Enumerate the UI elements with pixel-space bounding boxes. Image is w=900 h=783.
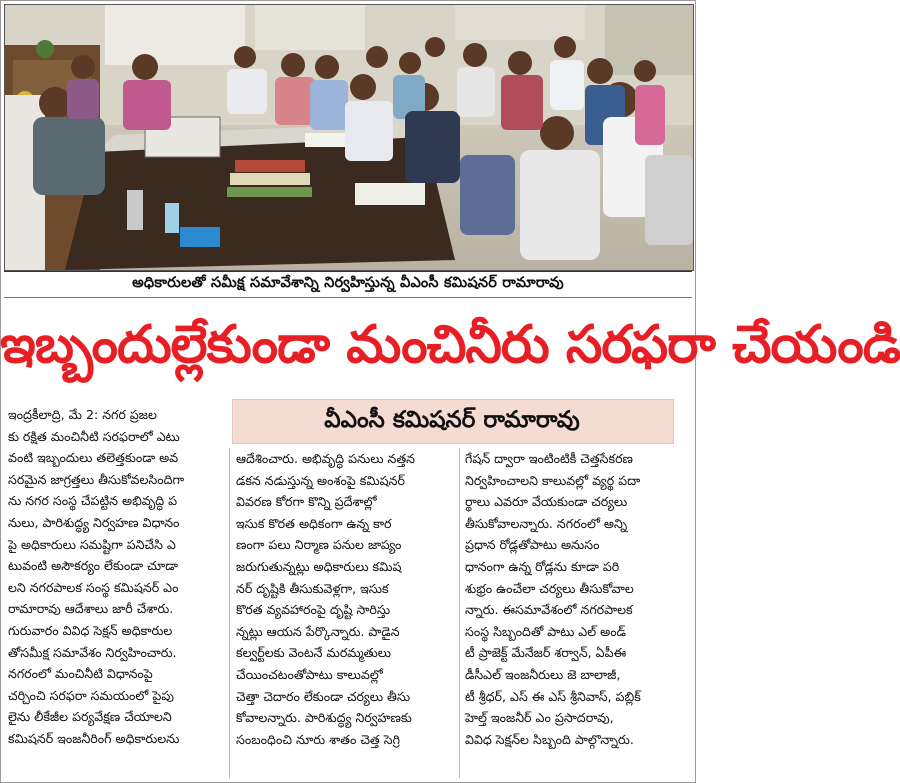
article-text-line: రామారావు ఆదేశాలు జారీ చేశారు. [8,601,174,617]
article-text-line: టీ ప్రాజెక్ట్ మేనేజర్ శర్వాన్, ఏపీఈ [465,645,627,661]
article-text-line: హెల్త్ ఇంజనీర్ ఎం ప్రసాదరావు, [465,710,614,726]
article-text-line: ధానంగా ఉన్న రోడ్లను కూడా పరి [465,558,620,574]
article-text-line: ప్రధాన రోడ్లతోపాటు అనుసం [465,537,600,553]
article-text-line: కమిషనర్ ఇంజనీరింగ్ అధికారులను [8,730,180,746]
article-text-line: ణంగా పలు నిర్మాణ పనుల జాప్యం [236,537,402,553]
article-text-line: ఇంద్రకీలాద్రి, మే 2: నగర ప్రజల [8,407,157,422]
article-text-line: లని నగరపాలక సంస్థ కమిషనర్ ఎం [8,579,179,595]
article-column-2 [236,448,454,750]
article-text-line: న్నారు. ఈసమావేశంలో నగరపాలక [465,602,633,618]
column-divider-1 [229,448,230,778]
article-text-line: ఆదేశించారు. అభివృద్ధి పనులు నత్తన [236,451,416,466]
article-text-line: చర్చించి సరఫరా సమయంలో పైపు [8,687,174,703]
article-text-line: టువంటి అసౌకర్యం లేకుండా చూడా [8,558,178,574]
photo-caption: అధికారులతో సమీక్ష సమావేశాన్ని నిర్వహిస్తున్న వీఎంసీ కమిషనర్ రామారావు [132,275,564,291]
article-text-line: శుభ్రం ఉంచేలా చర్యలు తీసుకోవాల [465,580,634,596]
article-text-line: కొరత వ్యవహారంపై దృష్టి సారిస్తు [236,602,391,618]
article-text-line: సంబంధించి నూరు శాతం చెత్త సెగ్రి [236,731,400,747]
article-text-line: ఇసుక కొరత అధికంగా ఉన్న కార [236,515,392,531]
article-headline: ఇబ్బందుల్లేకుండా మంచినీరు సరఫరా చేయండి [0,315,900,375]
article-text-line: గేషన్ ద్వారా ఇంటింటికీ చెత్తసేకరణ [465,451,633,466]
meeting-photo [4,4,694,271]
article-text-line: డీసీఎల్ ఇంజనీరులు జె బాలాజీ, [465,666,621,682]
article-text-line: జరుగుతున్నట్లు అధికారులు కమిష [236,558,402,574]
article-text-line: న్నట్లు ఆయన పేర్కొన్నారు. పాడైన [236,623,400,639]
article-text-line: కు రక్షిత మంచినీటి సరఫరాలో ఎటు [8,428,180,444]
article-text-line: వంటి ఇబ్బందులు తలెత్తకుండా అవ [8,450,179,466]
article-text-line: లైను లీకేజీల పర్యవేక్షణ చేయాలని [8,709,172,725]
article-text-line: తీసుకోవాలన్నారు. నగరంలో అన్ని [465,515,628,531]
article-text-line: పై అధికారులు సమష్టిగా పనిచేసి ఎ [8,536,176,552]
article-text-line: వివిధ సెక్షన్‌ల సిబ్బంది పాల్గొన్నారు. [465,731,634,747]
article-text-line: నగరంలో మంచినీటి విధానంపై [8,666,153,682]
article-text-line: నులు, పారిశుద్ధ్య నిర్వహణ విధానం [8,514,180,530]
article-text-line: చెత్తా చెదారం లేకుండా చర్యలు తీసు [236,688,411,704]
article-text-line: సంస్థ సిబ్బందితో పాటు ఎల్ అండ్ [465,623,626,639]
article-text-line: డకన నడుస్తున్న అంశంపై కమిషనర్ [236,472,405,488]
article-text-line: సరమైన జాగ్రత్తలు తీసుకోవలసిందిగా [8,471,185,487]
article-text-line: చేయించటంతోపాటు కాలువల్లో [236,666,383,682]
article-subhead: వీఎంసీ కమిషనర్ రామారావు [324,407,580,433]
article-text-line: తోసమీక్ష సమావేశం నిర్వహించారు. [8,644,177,660]
article-text-line: వివరణ కోరగా కొన్ని ప్రదేశాల్లో [236,494,377,510]
column-divider-2 [459,448,460,778]
caption-divider-top [4,271,692,272]
article-column-3 [465,448,689,750]
article-text-line: కోవాలన్నారు. పారిశుద్ధ్య నిర్వహణకు [236,710,412,726]
article-text-line: టీ శ్రీధర్, ఎస్ ఈ ఎస్ శ్రీనివాస్, పబ్లిక్ [465,688,641,704]
article-text-line: నిర్వహించాలని కాలువల్లో వ్యర్థ పదా [465,472,641,488]
article-text-line: గురువారం వివిధ సెక్షన్ అధికారుల [8,622,173,638]
article-text-line: ర్థాలు ఎవరూ వేయకుండా చర్యలు [465,494,628,510]
article-text-line: ను నగర సంస్థ చేపట్టిన అభివృద్ధి ప [8,493,178,509]
article-column-1 [8,404,223,750]
article-text-line: నర్ దృష్టికి తీసుకువెళ్లగా, ఇసుక [236,580,389,596]
article-text-line: కల్వర్ట్‌లకు వెంటనే మరమ్మతులు [236,645,392,661]
caption-divider-bottom [4,297,692,298]
meeting-photo-illustration [5,5,693,270]
